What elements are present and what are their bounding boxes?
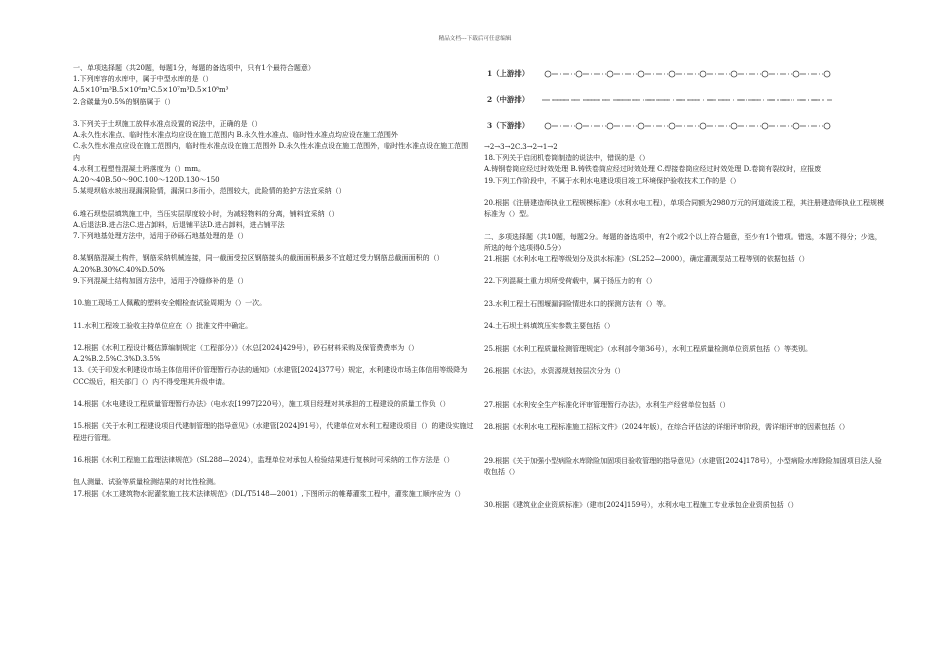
question-line: 23.水利工程土石围堰漏洞险情进水口的探测方法有（）等。 — [484, 299, 671, 308]
blank-line — [73, 242, 475, 253]
question-line: 25.根据《水利工程质量检测管理规定》（水利部令第36号），水利工程质量检测单位资质包括（）等类别。 — [484, 344, 813, 353]
question-line: A.5×10⁵m³B.5×10⁶m³C.5×10⁷m³D.5×10⁸m³ — [73, 86, 229, 95]
question-line: 二、多项选择题（共10题，每题2分。每题的备选项中，有2个或2个以上符合题意，至少有1个错项。错选，本题不得分；少选，所选的每个选项得0.5分） — [484, 232, 882, 252]
grout-hole — [607, 123, 613, 129]
grout-hole — [762, 71, 768, 77]
question-line: 13.《关于印发水利建设市场主体信用评价管理暂行办法的通知》（水建管[2024]377号）规定，水利建设市场主体信用等级降为CCC级后，相关部门（）内不得受理其升级申请。 — [73, 366, 468, 386]
diagram-row-label: 1（上游排） — [487, 69, 530, 78]
downstream-row-holes — [542, 120, 882, 132]
question-line: 5.某堤坝临水坡出现漏洞险情，漏洞口多而小，范围较大，此险情的抢护方法宜采纳（） — [73, 187, 346, 196]
question-line: 22.下列混凝土重力坝所受荷载中，属于扬压力的有（） — [484, 277, 657, 286]
question-line: A.20～40B.50～90C.100～120D.130～150 — [73, 176, 220, 185]
blank-line — [73, 197, 475, 208]
blank-line — [73, 287, 475, 298]
grout-hole — [731, 71, 737, 77]
grout-hole — [762, 123, 768, 129]
blank-line — [73, 108, 475, 119]
question-line: 10.施工现场工人佩戴的塑料安全帽检查试验周期为（）一次。 — [73, 299, 267, 308]
blank-line — [484, 411, 884, 422]
question-line: A.后退法B.进占法C.进占卸料，后退铺平法D.进占卸料，进占铺平法 — [73, 220, 285, 229]
grout-hole — [669, 71, 675, 77]
question-line: 11.水利工程竣工验收主持单位应在（）批准文件中确定。 — [73, 321, 253, 330]
blank-line — [484, 288, 884, 299]
right-column — [484, 68, 884, 511]
question-line: →2→3→2C.3→2→1→2 — [484, 143, 558, 151]
question-line: 包人测量、试验等质量检测结果的对比性检测。 — [73, 478, 220, 487]
blank-line — [484, 220, 884, 231]
question-line: C.永久性水准点应设在施工范围内，临时性水准点设在施工范围外 D.永久性水准点设在施工范围外，临时性水准点设在施工范围内 — [73, 142, 469, 162]
blank-line — [73, 388, 475, 399]
grout-hole — [824, 123, 830, 129]
blank-line — [484, 489, 884, 500]
grout-hole — [824, 71, 830, 77]
question-line: 28.根据《水利水电工程标准施工招标文件》（2024年版），在综合评估法的详细评审阶段，需详细评审的因素包括（） — [484, 422, 849, 431]
grouting-diagram — [484, 68, 884, 138]
question-line: 3.下列关于土坝施工放样水准点设置的说法中，正确的是（） — [73, 120, 262, 128]
diagram-row-label: 3（下游排） — [487, 121, 530, 130]
question-line: 4.水利工程塑性混凝土坍落度为（）mm。 — [73, 164, 205, 173]
question-line: 17.根据《水工建筑物水泥灌浆施工技术法律规范》（DL/T5148—2001）,下图所示的帷幕灌浆工程中，灌浆施工顺序应为（） — [73, 489, 465, 498]
blank-line — [484, 355, 884, 366]
question-line: 1.下列库容的水库中，属于中型水库的是（） — [73, 75, 213, 84]
grout-hole — [700, 71, 706, 77]
question-line: 9.下列混凝土结构加固方法中，适用于冷缝修补的是（） — [73, 276, 248, 285]
question-line: A.20%B.30%C.40%D.50% — [73, 265, 165, 274]
question-line: 24.土石坝土料填筑压实参数主要包括（） — [484, 322, 615, 331]
question-line: A.铸钢卷筒应经过时效处理 B.铸铁卷筒应经过时效处理 C.焊接卷筒应经过时效处理 D.卷筒有裂纹时，应报废 — [484, 165, 822, 174]
question-line: 16.根据《水利工程施工监理法律规范》（SL288—2024），监理单位对承包人检验结果进行复核时可采纳的工作方法是（） — [73, 455, 454, 464]
blank-line — [484, 444, 884, 455]
question-line: 14.根据《水电建设工程质量管理暂行办法》（电水农[1997]220号），施工项目经理对其承担的工程建设的质量工作负（） — [73, 399, 450, 408]
question-line: 15.根据《关于水利工程建设项目代建制管理的指导意见》（水建管[2024]91号），代建单位对水利工程建设项目（）的建设实施过程进行管理。 — [73, 422, 474, 442]
grout-hole — [638, 123, 644, 129]
question-line: 2.含碳量为0.5%的钢筋属于（） — [73, 97, 175, 106]
upstream-row-holes — [542, 68, 882, 80]
grout-hole — [669, 123, 675, 129]
blank-line — [73, 444, 475, 455]
grout-hole — [545, 123, 551, 129]
blank-line — [484, 388, 884, 399]
question-line: 29.根据《关于加强小型病险水库除险加固项目验收管理的指导意见》（水建管[2024]178号），小型病险水库除险加固项目法人验收包括（） — [484, 456, 882, 476]
blank-line — [73, 466, 475, 477]
blank-line — [484, 310, 884, 321]
grout-hole — [700, 123, 706, 129]
blank-line — [484, 478, 884, 489]
blank-line — [73, 332, 475, 343]
grout-hole — [638, 71, 644, 77]
blank-line — [484, 265, 884, 276]
blank-line — [484, 187, 884, 198]
blank-line — [484, 332, 884, 343]
grout-hole — [607, 71, 613, 77]
grout-hole — [793, 123, 799, 129]
question-line: 30.根据《建筑业企业资质标准》（建市[2024]159号），水利水电工程施工专业承包企业资质包括（） — [484, 501, 798, 510]
question-line: 8.某钢筋混凝土构件，钢筋采纳机械连接，同一截面受拉区钢筋接头的截面面积最多不宜超过受力钢筋总截面面积的（） — [73, 254, 444, 263]
question-line: 21.根据《水利水电工程等级划分及洪水标准》（SL252—2000），确定灌溉泵站工程等别的依据包括（） — [484, 255, 809, 263]
grout-hole — [545, 71, 551, 77]
grout-hole — [793, 71, 799, 77]
page-header: 精品文档---下载后可任意编辑 — [438, 36, 512, 42]
question-line: 7.下列地基处理方法中，适用于砂砾石地基处理的是（） — [73, 232, 248, 241]
blank-line — [484, 433, 884, 444]
middle-row-holes — [542, 94, 882, 106]
question-line: 27.根据《水利安全生产标准化评审管理暂行办法》，水利生产经营单位包括（） — [484, 400, 730, 409]
question-line: 19.下列工作阶段中，不属于水利水电建设项目竣工环境保护验收技术工作的是（） — [484, 176, 741, 185]
question-line: A.2%B.2.5%C.3%D.3.5% — [73, 355, 161, 364]
question-line: A.永久性水准点、临时性水准点均应设在施工范围内 B.永久性水准点、临时性水准点均应设在施工范围外 — [73, 131, 398, 140]
grout-hole — [731, 123, 737, 129]
question-line: 26.根据《水法》，水资源规划按层次分为（） — [484, 366, 625, 375]
blank-line — [73, 309, 475, 320]
diagram-row-label: 2（中游排） — [487, 95, 530, 104]
blank-line — [484, 377, 884, 388]
question-line: 20.根据《注册建造师执业工程规模标准》（水利水电工程），单项合同额为2980万元的河道疏浚工程，其注册建造师执业工程规模标准为（）型。 — [484, 199, 884, 219]
question-line: 一、单项选择题（共20题，每题1分，每题的备选项中，只有1个最符合题意） — [73, 64, 315, 72]
grout-hole — [576, 71, 582, 77]
blank-line — [73, 410, 475, 421]
left-column — [73, 63, 475, 500]
question-line: 6.堆石坝垫层填筑施工中，当压实层厚度较小时，为减轻物料的分离，铺料宜采纳（） — [73, 209, 339, 218]
grout-hole — [576, 123, 582, 129]
question-line: 18.下列关于启闭机卷筒制造的说法中，错误的是（） — [484, 154, 650, 163]
question-line: 12.根据《水利工程设计概估算编制规定（工程部分）》（水总[2024]429号），砂石材料采购及保管费费率为（） — [73, 343, 419, 352]
